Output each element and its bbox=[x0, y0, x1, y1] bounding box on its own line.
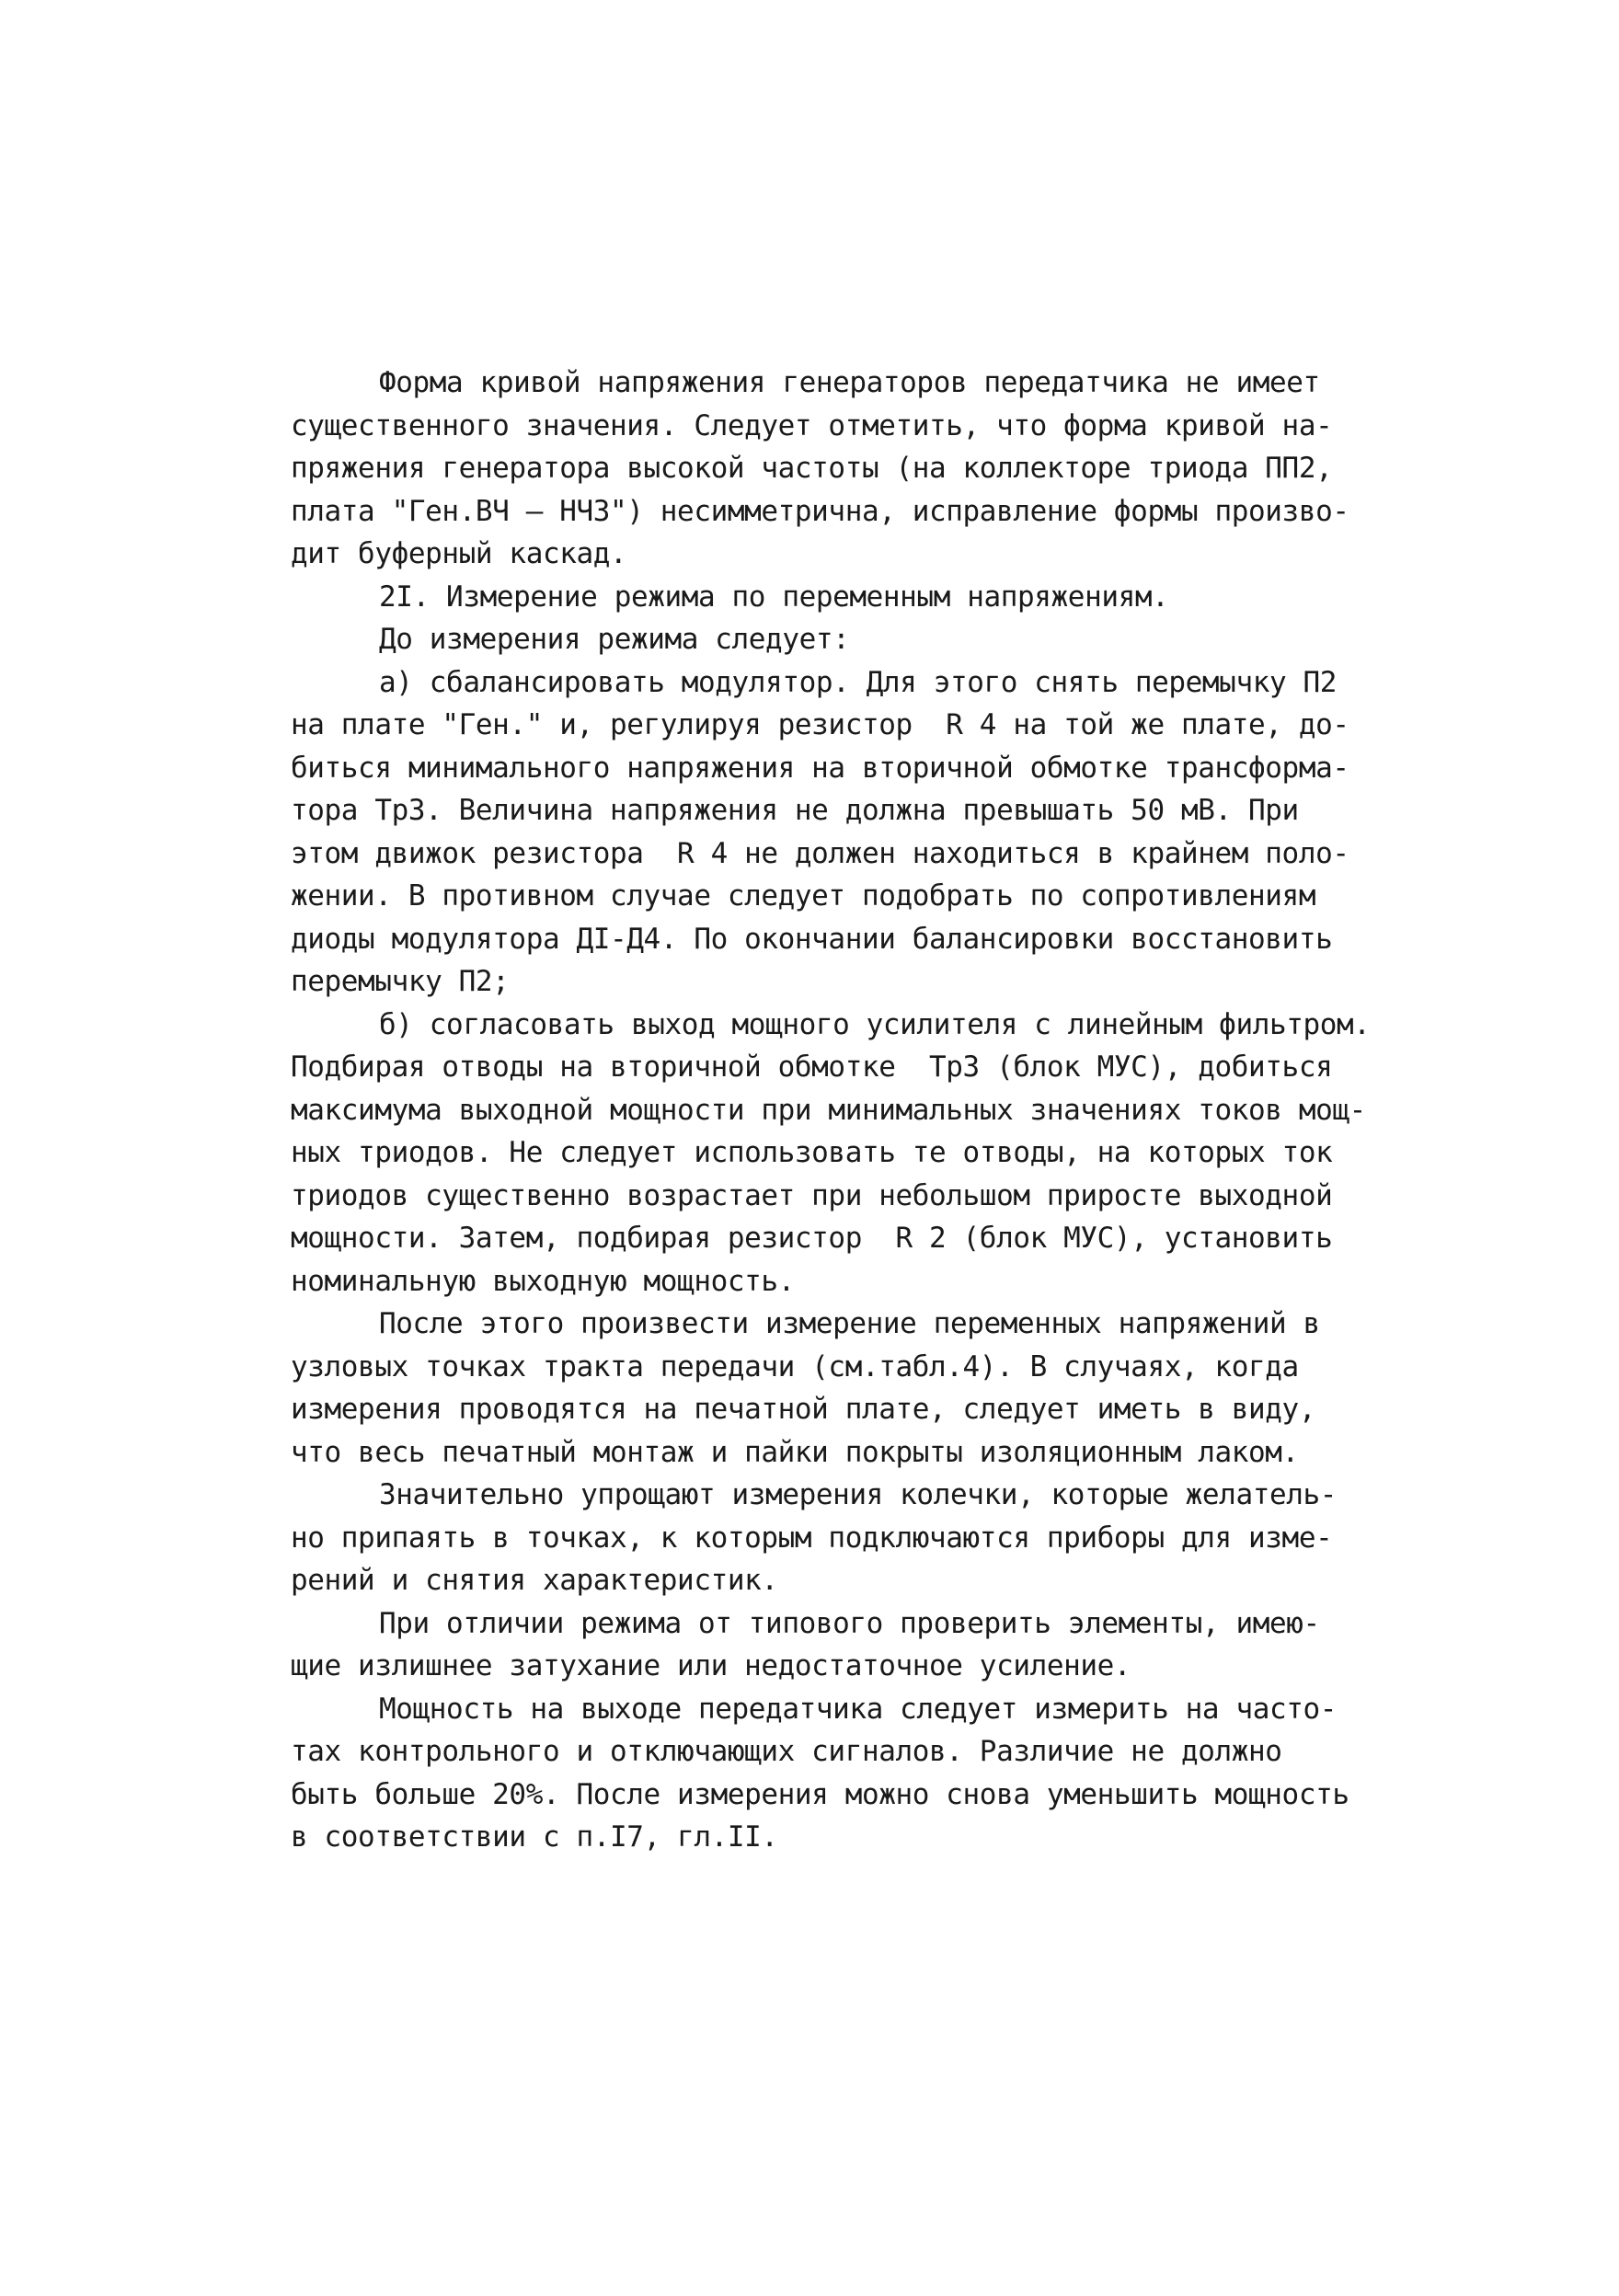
text-line: этом движок резистора R 4 не должен находиться в крайнем поло- bbox=[291, 836, 1349, 870]
text-line: номинальную выходную мощность. bbox=[291, 1264, 795, 1298]
text-line: мощности. Затем, подбирая резистор R 2 (блок МУС), установить bbox=[291, 1222, 1333, 1255]
text-line: существенного значения. Следует отметить, что форма кривой на- bbox=[291, 408, 1333, 442]
text-line: тора Тр3. Величина напряжения не должна превышать 50 мВ. При bbox=[291, 794, 1299, 827]
text-line: При отличии режима от типового проверить элементы, имею- bbox=[379, 1606, 1320, 1640]
text-line: максимума выходной мощности при минимальных значениях токов мощ- bbox=[291, 1093, 1366, 1127]
text-line: рений и снятия характеристик. bbox=[291, 1564, 778, 1597]
text-line: пряжения генератора высокой частоты (на коллекторе триода ПП2, bbox=[291, 452, 1333, 485]
text-line: жении. В противном случае следует подобрать по сопротивлениям bbox=[291, 879, 1316, 913]
text-line: ных триодов. Не следует использовать те отводы, на которых ток bbox=[291, 1136, 1333, 1169]
text-line: измерения проводятся на печатной плате, следует иметь в виду, bbox=[291, 1393, 1316, 1426]
text-line: диоды модулятора ДI-Д4. По окончании балансировки восстановить bbox=[291, 922, 1333, 956]
text-line: узловых точках тракта передачи (см.табл.4). В случаях, когда bbox=[291, 1349, 1299, 1383]
text-line: биться минимального напряжения на вторичной обмотке трансформа- bbox=[291, 751, 1349, 785]
text-line: что весь печатный монтаж и пайки покрыты изоляционным лаком. bbox=[291, 1435, 1299, 1469]
text-line: плата "Ген.ВЧ – НЧЗ") несимметрична, исправление формы произво- bbox=[291, 494, 1349, 528]
text-line: щие излишнее затухание или недостаточное усиление. bbox=[291, 1649, 1131, 1682]
text-line: Мощность на выходе передатчика следует измерить на часто- bbox=[379, 1692, 1338, 1726]
text-line: До измерения режима следует: bbox=[379, 623, 850, 656]
text-line: на плате "Ген." и, регулируя резистор R 4 на той же плате, до- bbox=[291, 708, 1349, 741]
text-line: тах контрольного и отключающих сигналов. Различие не должно bbox=[291, 1735, 1282, 1768]
text-line: перемычку П2; bbox=[291, 965, 510, 998]
text-line: триодов существенно возрастает при небольшом приросте выходной bbox=[291, 1178, 1333, 1212]
text-line: а) сбалансировать модулятор. Для этого снять перемычку П2 bbox=[379, 665, 1338, 699]
text-line: Форма кривой напряжения генераторов передатчика не имеет bbox=[379, 366, 1320, 399]
text-line: 2I. Измерение режима по переменным напряжениям. bbox=[379, 580, 1169, 614]
text-line: дит буферный каскад. bbox=[291, 537, 627, 570]
text-line: После этого произвести измерение переменных напряжений в bbox=[379, 1307, 1320, 1340]
text-line: но припаять в точках, к которым подключаются приборы для изме- bbox=[291, 1521, 1333, 1555]
text-line: Значительно упрощают измерения колечки, которые желатель- bbox=[379, 1478, 1338, 1511]
text-line: б) согласовать выход мощного усилителя с линейным фильтром. bbox=[379, 1007, 1371, 1041]
document-body bbox=[291, 362, 1395, 1859]
text-line: в соответствии с п.I7, гл.II. bbox=[291, 1820, 778, 1854]
text-line: быть больше 20%. После измерения можно снова уменьшить мощность bbox=[291, 1777, 1349, 1811]
text-line: Подбирая отводы на вторичной обмотке Тр3 (блок МУС), добиться bbox=[291, 1050, 1333, 1084]
